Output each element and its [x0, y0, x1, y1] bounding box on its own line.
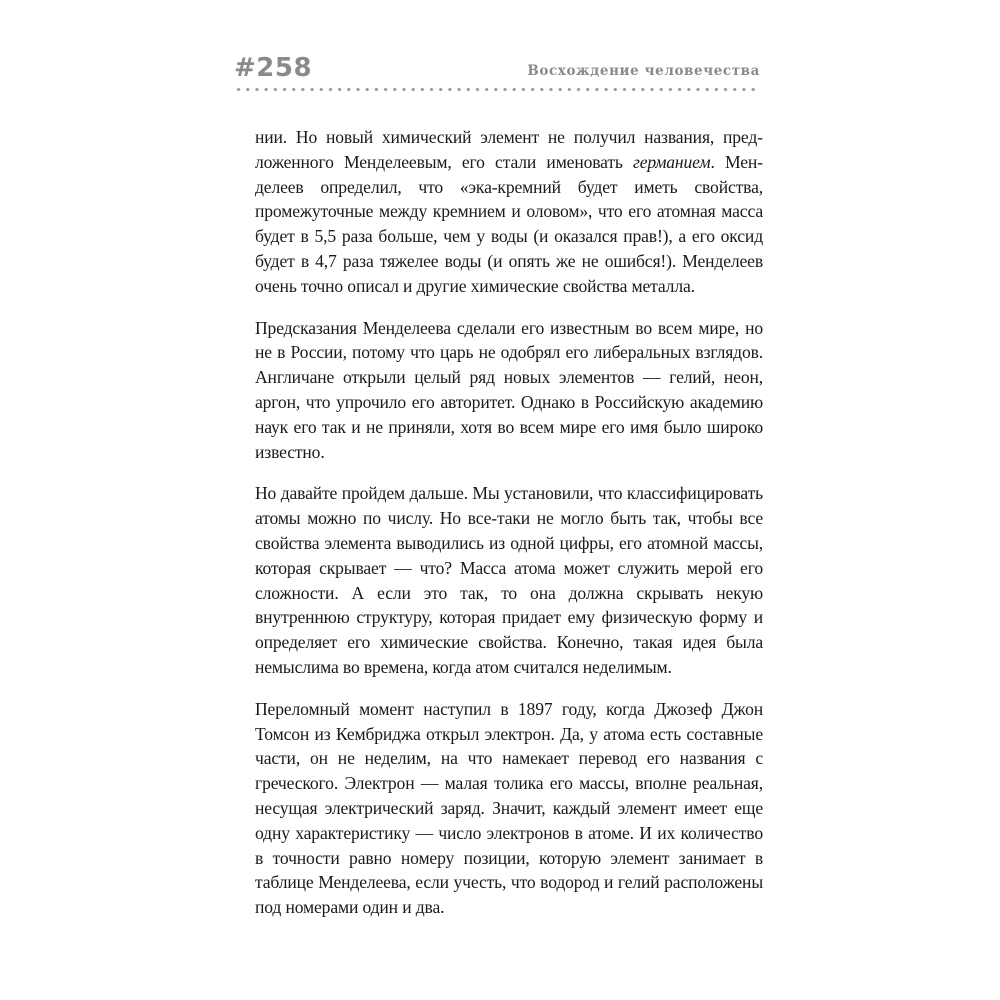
paragraph-3: Но давайте пройдем дальше. Мы установили, что классифицировать атомы можно по числу. Но все-таки не могло быть так, чтобы все свойства элемента выводились из одной цифры, его атомной массы, которая скрывает — что? Масса атома может служить мерой его сложности. А если это так, то она должна скрывать некую внутреннюю структуру, которая придает ему физическую форму и определяет его химические свойства. Конечно, такая идея была немыслима во времена, когда атом считался неделимым.	[255, 483, 763, 677]
paragraph-2: Предсказания Менделеева сделали его известным во всем мире, но не в России, потому что царь не одобрял его либеральных взглядов. Англичане открыли целый ряд новых элементов — гелий, неон, аргон, что упрочило его авторитет. Однако в Российскую академию наук его так и не приняли, хотя во всем мире его имя было широко известно.	[255, 317, 763, 462]
body-text	[255, 125, 763, 937]
paragraph-1-text-start: нии. Но новый химический элемент не получил названия, предложенного Менделеевым, его стали именовать	[255, 127, 763, 172]
page-header	[234, 52, 760, 98]
page-number: #258	[234, 53, 313, 83]
dotted-divider	[234, 87, 760, 92]
paragraph-1-text-end: . Менделеев определил, что «эка-кремний будет иметь свойства, промежуточные между кремнием и оловом», что его атомная масса будет в 5,5 раза больше, чем у воды (и оказался прав!), а его оксид будет в 4,7 раза тяжелее воды (и опять же не ошибся!). Менделеев очень точно описал и другие химические свойства металла.	[255, 151, 763, 296]
paragraph-4: Переломный момент наступил в 1897 году, когда Джозеф Джон Томсон из Кембриджа открыл электрон. Да, у атома есть составные части, он не неделим, на что намекает перевод его названия с греческого. Электрон — малая толика его массы, вполне реальная, несущая электрический заряд. Значит, каждый элемент имеет еще одну характеристику — число электронов в атоме. И их количество в точности равно номеру позиции, которую элемент занимает в таблице Менделеева, если учесть, что водород и гелий расположены под номерами один и два.	[255, 698, 763, 918]
paragraph-1	[255, 125, 763, 299]
running-title: Восхождение человечества	[527, 63, 760, 79]
paragraph-1-italic-term: германием	[633, 151, 711, 172]
